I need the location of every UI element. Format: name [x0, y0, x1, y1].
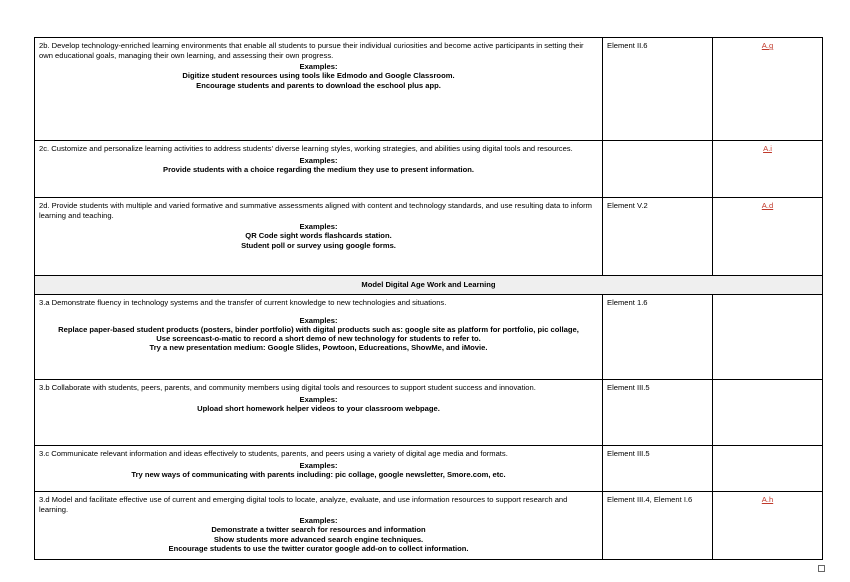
example-item: Show students more advanced search engine techniques. — [213, 534, 424, 544]
examples-heading: Examples: — [299, 516, 338, 526]
section-title: Model Digital Age Work and Learning — [35, 276, 823, 295]
description-cell — [35, 380, 603, 446]
example-item: Encourage students and parents to download the eschool plus app. — [196, 80, 441, 90]
examples-heading: Examples: — [299, 460, 338, 470]
examples-heading: Examples: — [299, 155, 338, 165]
table-row — [35, 141, 823, 198]
code-ref: A.h — [761, 495, 774, 504]
standards-table — [34, 37, 823, 560]
element-cell — [603, 446, 713, 492]
code-ref: A.d — [761, 201, 774, 210]
code-cell — [713, 380, 823, 446]
element-cell — [603, 380, 713, 446]
table-row — [35, 492, 823, 560]
standard-description: 2b. Develop technology-enriched learning environments that enable all students to pursue their individual curiosities and become active participants in setting their own educational goals, managing their own learning, and assessing their own progress. — [39, 41, 584, 60]
element-cell — [603, 38, 713, 141]
table-row — [35, 198, 823, 276]
resize-handle[interactable] — [818, 565, 825, 572]
element-ref: Element V.2 — [607, 201, 648, 210]
examples-heading: Examples: — [299, 62, 338, 72]
table-row — [35, 38, 823, 141]
standard-description: 3.d Model and facilitate effective use of current and emerging digital tools to locate, analyze, evaluate, and use information resources to support research and learning. — [39, 495, 568, 514]
element-cell — [603, 141, 713, 198]
code-cell — [713, 492, 823, 560]
standard-description: 2d. Provide students with multiple and varied formative and summative assessments aligned with content and technology standards, and use resulting data to inform learning and teaching. — [39, 201, 592, 220]
example-item: Upload short homework helper videos to your classroom webpage. — [197, 403, 440, 413]
standard-description: 3.c Communicate relevant information and ideas effectively to students, parents, and peers using a variety of digital age media and formats. — [39, 449, 508, 458]
code-ref: A.g — [761, 41, 774, 50]
example-item: Digitize student resources using tools like Edmodo and Google Classroom. — [182, 71, 455, 81]
table-row — [35, 295, 823, 380]
table-row — [35, 380, 823, 446]
standard-description: 3.b Collaborate with students, peers, parents, and community members using digital tools and resources to support student success and innovation. — [39, 383, 536, 392]
example-item: Use screencast-o-matic to record a short demo of new technology for students to refer to. — [156, 334, 481, 343]
description-cell — [35, 446, 603, 492]
code-cell — [713, 295, 823, 380]
example-item: Provide students with a choice regarding the medium they use to present information. — [163, 164, 474, 174]
example-item: QR Code sight words flashcards station. — [245, 231, 392, 241]
element-ref: Element III.5 — [607, 383, 650, 392]
description-cell — [35, 141, 603, 198]
description-cell — [35, 492, 603, 560]
example-item: Replace paper-based student products (posters, binder portfolio) with digital products such as: google site as platform for portfolio, pic collage, — [58, 324, 579, 334]
element-ref: Element III.5 — [607, 449, 650, 458]
element-cell — [603, 295, 713, 380]
example-item: Try new ways of communicating with parents including: pic collage, google newsletter, Smore.com, etc. — [131, 469, 506, 479]
description-cell — [35, 198, 603, 276]
examples-heading: Examples: — [299, 222, 338, 232]
description-cell — [35, 295, 603, 380]
code-ref: A.i — [763, 144, 772, 153]
element-ref: Element III.4, Element I.6 — [607, 495, 693, 504]
code-cell — [713, 141, 823, 198]
examples-heading: Examples: — [299, 394, 338, 404]
example-item: Encourage students to use the twitter curator google add-on to collect information. — [168, 543, 469, 553]
example-item: Try a new presentation medium: Google Slides, Powtoon, Educreations, ShowMe, and iMovie. — [149, 343, 488, 353]
element-ref: Element II.6 — [607, 41, 648, 50]
element-ref: Element 1.6 — [607, 298, 648, 307]
section-header-row — [35, 276, 823, 295]
standard-description: 2c. Customize and personalize learning activities to address students' diverse learning styles, working strategies, and abilities using digital tools and resources. — [39, 144, 573, 153]
code-cell — [713, 198, 823, 276]
code-cell — [713, 38, 823, 141]
examples-heading: Examples: — [299, 315, 338, 325]
standard-description: 3.a Demonstrate fluency in technology systems and the transfer of current knowledge to new technologies and situations. — [39, 298, 447, 307]
example-item: Demonstrate a twitter search for resources and information — [211, 525, 426, 535]
description-cell — [35, 38, 603, 141]
code-cell — [713, 446, 823, 492]
element-cell — [603, 492, 713, 560]
table-row — [35, 446, 823, 492]
example-item: Student poll or survey using google forms. — [241, 240, 396, 250]
element-cell — [603, 198, 713, 276]
